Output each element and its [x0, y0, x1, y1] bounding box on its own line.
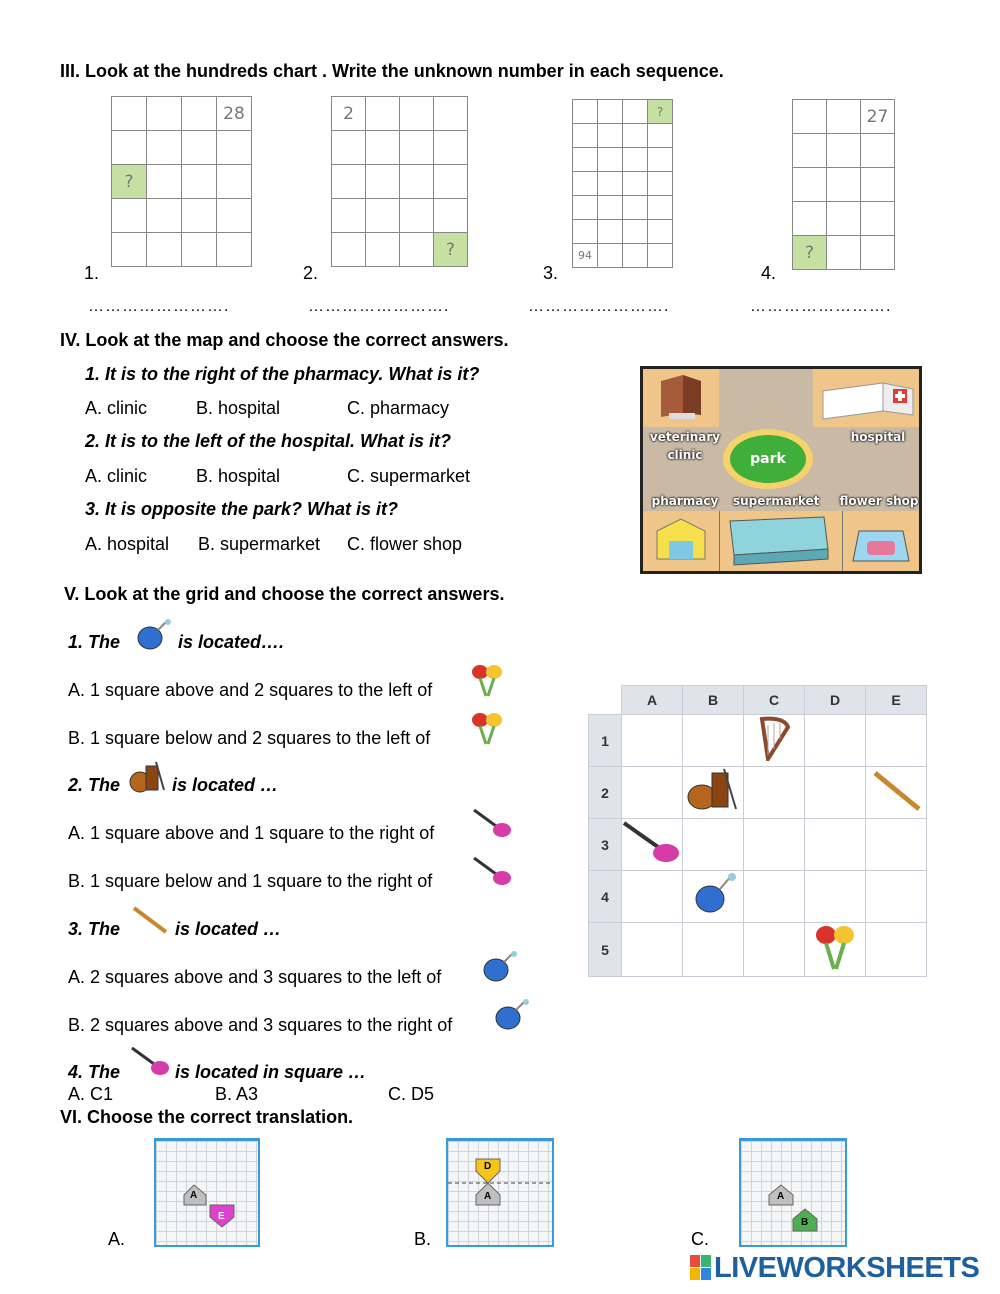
chart-4-unknown: ?: [793, 236, 827, 270]
map-supermarket-cell: [720, 511, 843, 571]
chart-2-label: 2.: [303, 263, 319, 283]
grid-q4-option-b[interactable]: B. A3: [215, 1084, 259, 1104]
chart-3-answer-blank[interactable]: …………………….: [528, 298, 670, 315]
grid-q2-option-a[interactable]: A. 1 square above and 1 square to the right of: [68, 823, 435, 843]
map-flower-shop-cell: [843, 511, 919, 571]
map-q3-option-b[interactable]: B. supermarket: [198, 534, 321, 554]
guitar-icon: [472, 808, 512, 840]
map-q3-option-a[interactable]: A. hospital: [85, 534, 170, 554]
drum-icon: [478, 950, 520, 984]
park: park: [730, 435, 806, 483]
maracas-icon: [470, 710, 504, 746]
flute-icon: [869, 767, 923, 813]
chart-3-label: 3.: [543, 263, 559, 283]
translation-panel-c[interactable]: [739, 1138, 847, 1247]
map-q2-option-c[interactable]: C. supermarket: [347, 466, 471, 486]
grid-col-e: E: [866, 686, 927, 715]
grid-cell-b2: [683, 767, 744, 819]
grid-row-2: 2: [589, 767, 622, 819]
section-3-title: III. Look at the hundreds chart . Write the unknown number in each sequence.: [60, 61, 724, 81]
grid-row-4: 4: [589, 871, 622, 923]
map-q2-option-a[interactable]: A. clinic: [85, 466, 148, 486]
chart-4-answer-blank[interactable]: …………………….: [750, 298, 892, 315]
grid-cell-c1: [744, 715, 805, 767]
map-label-supermarket: supermarket: [733, 494, 820, 508]
chart-3-unknown: ?: [648, 100, 673, 124]
translation-panel-a[interactable]: [154, 1138, 260, 1247]
hundreds-chart-1: [111, 96, 252, 267]
grid-question-1-post: is located….: [178, 632, 285, 652]
supermarket-building-icon: [720, 511, 842, 571]
grid-q1-option-b[interactable]: B. 1 square below and 2 squares to the left of: [68, 728, 431, 748]
grid-q3-option-b[interactable]: B. 2 squares above and 3 squares to the right of: [68, 1015, 453, 1035]
grid-cell-a3: [622, 819, 683, 871]
map-label-hospital: hospital: [850, 430, 906, 444]
map-hospital-cell: [813, 369, 919, 427]
grid-col-d: D: [805, 686, 866, 715]
map-q2-option-b[interactable]: B. hospital: [196, 466, 281, 486]
map-q3-option-c[interactable]: C. flower shop: [347, 534, 463, 554]
grid-row-1: 1: [589, 715, 622, 767]
chart-1-answer-blank[interactable]: …………………….: [88, 298, 230, 315]
hundreds-chart-4: [792, 99, 895, 270]
bongo-drums-icon: [686, 767, 740, 813]
grid-q1-option-a[interactable]: A. 1 square above and 2 squares to the left of: [68, 680, 433, 700]
harp-icon: [754, 715, 794, 761]
shape-a-label: A: [484, 1191, 492, 1202]
chart-1-unknown: ?: [112, 165, 147, 199]
grid-q4-option-a[interactable]: A. C1: [68, 1084, 114, 1104]
grid-question-4-pre: 4. The: [68, 1062, 121, 1082]
map-q1-option-c[interactable]: C. pharmacy: [347, 398, 450, 418]
pharmacy-building-icon: [643, 511, 719, 571]
grid-col-c: C: [744, 686, 805, 715]
chart-4-given: 27: [861, 100, 895, 134]
grid-q4-option-c[interactable]: C. D5: [388, 1084, 435, 1104]
chart-1-label: 1.: [84, 263, 100, 283]
grid-question-2-pre: 2. The: [68, 775, 121, 795]
hundreds-chart-2: [331, 96, 468, 267]
chart-3-given: 94: [573, 244, 598, 268]
section-4-title: IV. Look at the map and choose the correct answers.: [60, 330, 509, 350]
drum-icon: [132, 618, 172, 652]
town-map: [640, 366, 922, 574]
map-vet-clinic-cell: [643, 369, 719, 427]
grid-q3-option-a[interactable]: A. 2 squares above and 3 squares to the left of: [68, 967, 442, 987]
drum-icon: [686, 871, 740, 917]
shape-d-label: D: [484, 1161, 492, 1172]
translation-option-a-label[interactable]: A.: [108, 1229, 126, 1249]
chart-4-label: 4.: [761, 263, 777, 283]
translation-panel-b[interactable]: [446, 1138, 554, 1247]
map-label-pharmacy: pharmacy: [651, 494, 719, 508]
map-question-2: 2. It is to the left of the hospital. What is it?: [85, 431, 452, 451]
grid-question-3-pre: 3. The: [68, 919, 121, 939]
map-label-clinic: clinic: [667, 448, 703, 462]
grid-col-b: B: [683, 686, 744, 715]
translation-b-shapes: [448, 1141, 552, 1245]
translation-c-shapes: [741, 1141, 845, 1245]
grid-question-2-post: is located …: [172, 775, 279, 795]
grid-question-1-pre: 1. The: [68, 632, 121, 652]
grid-row-5: 5: [589, 923, 622, 977]
chart-2-unknown: ?: [434, 233, 468, 267]
chart-2-answer-blank[interactable]: …………………….: [308, 298, 450, 315]
shape-a-label: A: [777, 1191, 785, 1202]
section-6-title: VI. Choose the correct translation.: [60, 1107, 354, 1127]
grid-cell-e2: [866, 767, 927, 819]
map-question-3: 3. It is opposite the park? What is it?: [85, 499, 399, 519]
flower-shop-building-icon: [843, 511, 919, 571]
translation-option-b-label[interactable]: B.: [414, 1229, 432, 1249]
shape-a-label: A: [190, 1190, 198, 1201]
grid-row-3: 3: [589, 819, 622, 871]
grid-question-3-post: is located …: [175, 919, 282, 939]
chart-1-given: 28: [217, 97, 252, 131]
grid-q2-option-b[interactable]: B. 1 square below and 1 square to the right of: [68, 871, 433, 891]
hospital-building-icon: [813, 369, 919, 427]
guitar-icon: [472, 856, 512, 888]
hundreds-chart-3: [572, 99, 673, 268]
liveworksheets-logo: [690, 1252, 979, 1285]
map-label-flower-shop: flower shop: [839, 494, 919, 508]
bongo-drums-icon: [128, 760, 166, 794]
section-5-title: V. Look at the grid and choose the correct answers.: [64, 584, 505, 604]
map-pharmacy-cell: [643, 511, 720, 571]
map-question-1: 1. It is to the right of the pharmacy. What is it?: [85, 364, 480, 384]
guitar-icon: [622, 819, 682, 865]
translation-a-shapes: [156, 1141, 258, 1245]
grid-col-a: A: [622, 686, 683, 715]
maracas-icon: [812, 923, 858, 971]
maracas-icon: [470, 662, 504, 698]
chart-2-given: 2: [332, 97, 366, 131]
instrument-grid: [588, 685, 927, 977]
flute-icon: [132, 906, 168, 934]
logo-mark-icon: [690, 1255, 712, 1281]
guitar-icon: [130, 1046, 170, 1078]
map-q1-option-a[interactable]: A. clinic: [85, 398, 148, 418]
translation-option-c-label[interactable]: C.: [691, 1229, 709, 1249]
shape-e-label: E: [218, 1211, 225, 1222]
grid-question-4-post: is located in square …: [175, 1062, 367, 1082]
grid-cell-d5: [805, 923, 866, 977]
shape-b-label: B: [801, 1217, 809, 1228]
logo-text: LIVEWORKSHEETS: [714, 1252, 980, 1284]
map-q1-option-b[interactable]: B. hospital: [196, 398, 281, 418]
map-label-veterinary: veterinary: [649, 430, 721, 444]
drum-icon: [490, 998, 532, 1032]
vet-clinic-building-icon: [643, 369, 719, 427]
grid-cell-b4: [683, 871, 744, 923]
